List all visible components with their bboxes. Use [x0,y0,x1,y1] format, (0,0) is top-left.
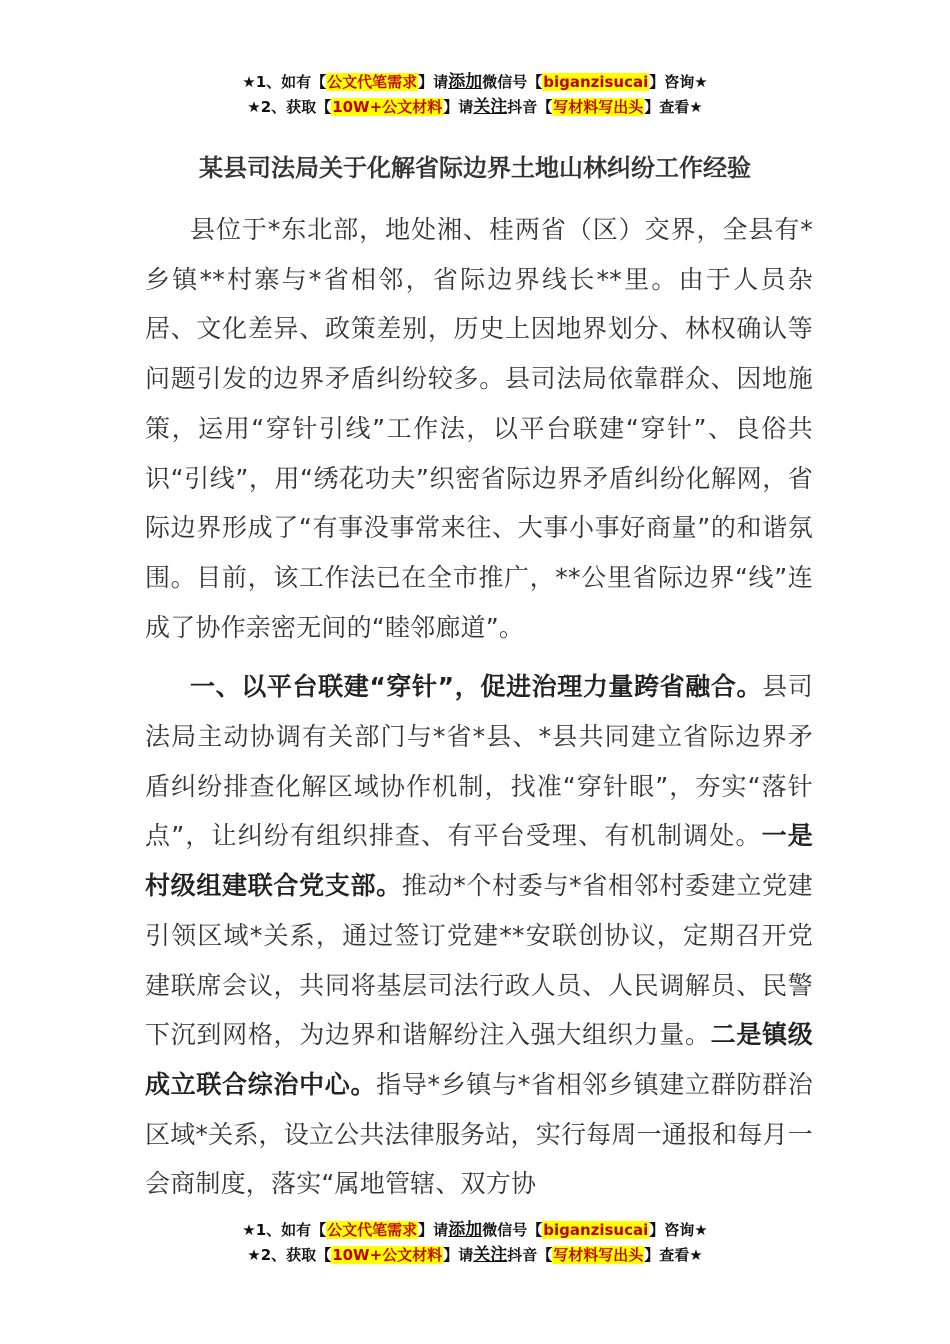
promo-banner-top [0,70,950,120]
section-heading: 一、以平台联建“穿针”，促进治理力量跨省融合。 [190,672,763,702]
highlight-service: 公文代笔需求 [327,73,418,91]
highlight-wechat-id: biganzisucai [543,1221,649,1239]
highlight-materials: 10W+公文材料 [332,1246,443,1264]
subpoint-heading-2: 二是镇级成立联合综治中心。 [145,1020,813,1099]
document-title: 某县司法局关于化解省际边界土地山林纠纷工作经验 [199,154,751,182]
highlight-douyin-id: 写材料写出头 [553,1246,644,1264]
highlight-service: 公文代笔需求 [327,1221,418,1239]
promo-line-1: ★1、如有【公文代笔需求】请添加微信号【biganzisucai】咨询★ [242,72,708,92]
paragraph-intro: 县位于*东北部，地处湘、桂两省（区）交界，全县有*乡镇**村寨与*省相邻，省际边界线长**里。由于人员杂居、文化差异、政策差别，历史上因地界划分、林权确认等问题引发的边界矛盾纠纷较多。县司法局依靠群众、因地施策，运用“穿针引线”工作法，以平台联建“穿针”、良俗共识“引线”，用“绣花功夫”织密省际边界矛盾纠纷化解网，省际边界形成了“有事没事常来往、大事小事好商量”的和谐氛围。目前，该工作法已在全市推广，**公里省际边界“线”连成了协作亲密无间的“睦邻廊道”。 [145,215,813,642]
promo-line-1: ★1、如有【公文代笔需求】请添加微信号【biganzisucai】咨询★ [242,1220,708,1240]
highlight-douyin-id: 写材料写出头 [553,98,644,116]
promo-line-2: ★2、获取【10W+公文材料】请关注抖音【写材料写出头】查看★ [247,1245,703,1265]
promo-banner-bottom [0,1218,950,1268]
highlight-wechat-id: biganzisucai [543,73,649,91]
highlight-materials: 10W+公文材料 [332,98,443,116]
promo-line-2: ★2、获取【10W+公文材料】请关注抖音【写材料写出头】查看★ [247,97,703,117]
subpoint-heading-1: 一是村级组建联合党支部。 [145,821,813,901]
paragraph-section-1: 一、以平台联建“穿针”，促进治理力量跨省融合。县司法局主动协调有关部门与*省*县、*县共同建立省际边界矛盾纠纷排查化解区域协作机制，找准“穿针眼”，夯实“落针点”，让纠纷有组织排查、有平台受理、有机制调处。一是村级组建联合党支部。推动*个村委与*省相邻村委建立党建引领区域*关系，通过签订党建**安联创协议，定期召开党建联席会议，共同将基层司法行政人员、人民调解员、民警下沉到网格，为边界和谐解纷注入强大组织力量。二是镇级成立联合综治中心。指导*乡镇与*省相邻乡镇建立群防群治区域*关系，设立公共法律服务站，实行每周一通报和每月一会商制度，落实“属地管辖、双方协 [145,672,813,1199]
document-body [145,205,813,1209]
